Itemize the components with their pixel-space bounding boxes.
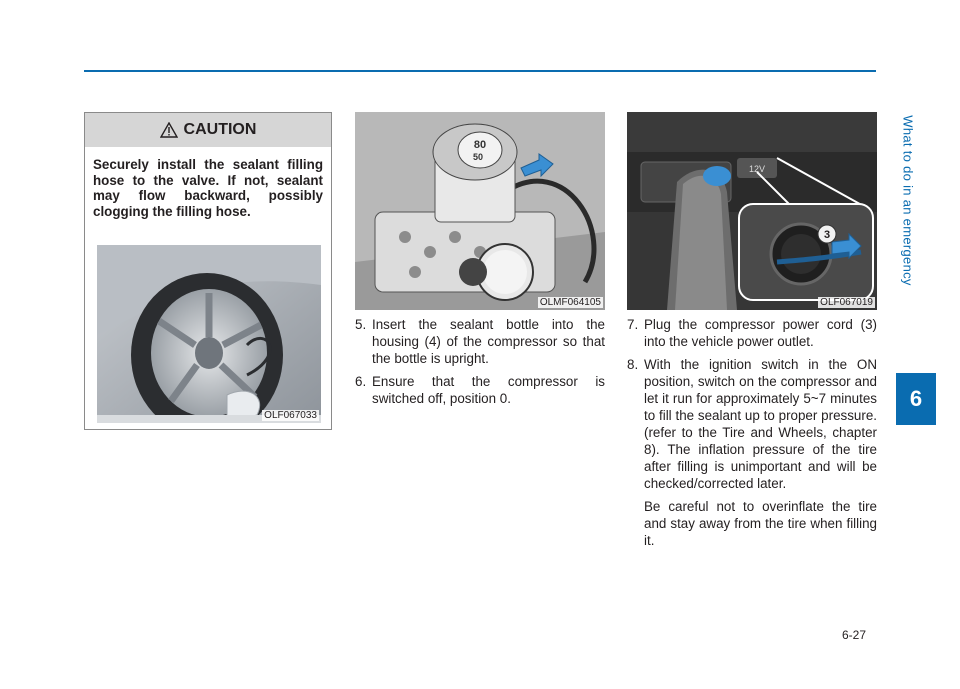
chapter-tab[interactable] [896, 373, 936, 425]
step-text: Ensure that the compressor is switched off, position 0. [372, 374, 605, 406]
page-number: 6-27 [842, 628, 867, 642]
warning-triangle-icon [160, 122, 178, 138]
step-note: Be careful not to overinflate the tire and stay away from the tire when filling it. [644, 499, 877, 548]
chapter-number: 6 [909, 386, 923, 411]
bottle-speed-label-2: 50 [472, 152, 484, 162]
power-outlet-photo [627, 112, 877, 310]
compressor-bottle-illustration [355, 112, 605, 310]
chapter-side-title-text: What to do in an emergency [900, 114, 916, 286]
bottle-speed-label: 80 [473, 139, 487, 151]
step-number: 8. [627, 357, 639, 372]
caution-heading-text: CAUTION [183, 121, 257, 138]
caution-heading [85, 113, 331, 147]
step-item [355, 373, 605, 407]
step-item [627, 316, 877, 350]
caution-box [84, 112, 332, 430]
steps-column-2 [627, 316, 877, 549]
tire-valve-illustration [97, 245, 321, 423]
caution-image-code: OLF067033 [264, 410, 317, 421]
step-number: 5. [355, 317, 367, 332]
step-text: Plug the compressor power cord (3) into the vehicle power outlet. [644, 317, 877, 349]
step-number: 6. [355, 374, 367, 389]
step-text: Insert the sealant bottle into the housing (4) of the compressor so that the bottle is upright. [372, 317, 605, 366]
power-outlet-illustration [627, 112, 877, 310]
figure1-image-code: OLMF064105 [539, 297, 601, 308]
step-item [355, 316, 605, 367]
steps-column-1 [355, 316, 605, 413]
step-item [627, 356, 877, 492]
step-text: With the ignition switch in the ON position, switch on the compressor and let it run for approximately 5~7 minutes to fill the sealant up to proper pressure. (refer to the Tire and Wheels, chapter 8). The inflation pressure of the tire after filling is unimportant and will be checked/corrected later. [644, 357, 877, 491]
callout-number: 3 [823, 229, 831, 241]
step-number: 7. [627, 317, 639, 332]
figure2-image-code: OLF067019 [820, 297, 873, 308]
sealant-bottle-photo [355, 112, 605, 310]
caution-text: Securely install the sealant filling hose to the valve. If not, sealant may flow backward, possibly clogging the filling hose. [93, 157, 323, 219]
chapter-side-title [896, 50, 920, 350]
outlet-label: 12V [749, 164, 766, 174]
caution-illustration [97, 245, 321, 423]
header-rule [84, 70, 876, 72]
